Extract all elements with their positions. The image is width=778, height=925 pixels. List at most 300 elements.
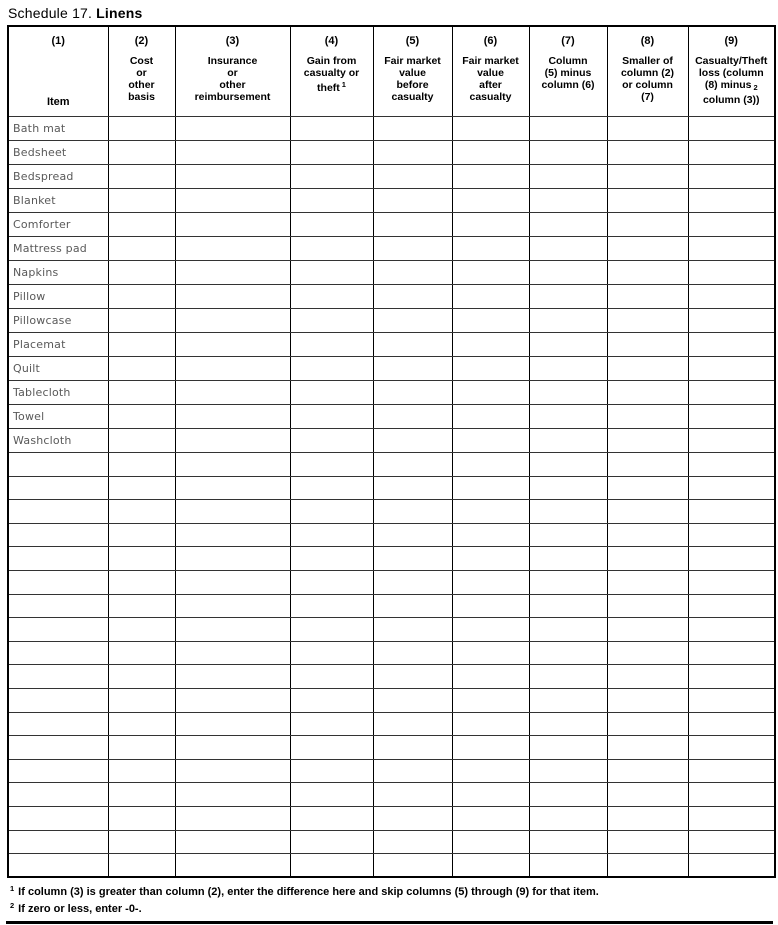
item-name-cell: Mattress pad (8, 237, 108, 261)
footnote-1-text: If column (3) is greater than column (2), enter the difference here and skip columns (5) through (9) for that item. (18, 886, 599, 899)
entry-cell (607, 641, 688, 665)
table-row (8, 117, 775, 141)
entry-cell (688, 357, 775, 381)
item-name-cell: Towel (8, 405, 108, 429)
entry-cell (290, 665, 373, 689)
entry-cell (529, 759, 607, 783)
entry-cell (529, 165, 607, 189)
entry-cell (290, 357, 373, 381)
blank-row (8, 688, 775, 712)
entry-cell (290, 854, 373, 878)
entry-cell (452, 523, 529, 547)
footnote-1 (9, 882, 778, 899)
entry-cell (175, 594, 290, 618)
entry-cell (108, 429, 175, 453)
column-description: Cost or other basis (128, 55, 155, 103)
entry-cell (290, 453, 373, 477)
entry-cell (607, 453, 688, 477)
entry-cell (175, 381, 290, 405)
entry-cell (607, 285, 688, 309)
entry-cell (108, 759, 175, 783)
entry-cell (290, 500, 373, 524)
entry-cell (452, 357, 529, 381)
entry-cell (607, 712, 688, 736)
entry-cell (452, 618, 529, 642)
column-header-4 (290, 26, 373, 117)
entry-cell (688, 476, 775, 500)
entry-cell (688, 736, 775, 760)
table-row (8, 285, 775, 309)
footnote-ref-1: 1 (341, 80, 346, 89)
entry-cell (373, 141, 452, 165)
entry-cell (688, 618, 775, 642)
entry-cell (373, 213, 452, 237)
entry-cell (529, 736, 607, 760)
blank-row (8, 712, 775, 736)
column-description: Casualty/Theft loss (column (8) minus 2 column (3)) (695, 55, 768, 106)
entry-cell (607, 357, 688, 381)
column-number: (5) (405, 35, 420, 47)
entry-cell (290, 309, 373, 333)
entry-cell (452, 381, 529, 405)
table-row (8, 189, 775, 213)
entry-cell (175, 285, 290, 309)
entry-cell (688, 641, 775, 665)
entry-cell (452, 237, 529, 261)
entry-cell (452, 476, 529, 500)
entry-cell (108, 285, 175, 309)
entry-cell (373, 309, 452, 333)
entry-cell (688, 500, 775, 524)
item-name-cell (8, 476, 108, 500)
table-row (8, 357, 775, 381)
entry-cell (452, 405, 529, 429)
blank-row (8, 736, 775, 760)
entry-cell (108, 189, 175, 213)
table-row (8, 237, 775, 261)
entry-cell (373, 830, 452, 854)
column-header-7 (529, 26, 607, 117)
entry-cell (529, 381, 607, 405)
item-name-cell (8, 736, 108, 760)
entry-cell (175, 237, 290, 261)
entry-cell (529, 333, 607, 357)
footnote-2-marker: 2 (10, 901, 15, 911)
blank-row (8, 806, 775, 830)
entry-cell (688, 783, 775, 807)
entry-cell (108, 476, 175, 500)
entry-cell (175, 783, 290, 807)
entry-cell (290, 117, 373, 141)
entry-cell (529, 830, 607, 854)
entry-cell (452, 806, 529, 830)
entry-cell (373, 285, 452, 309)
entry-cell (373, 476, 452, 500)
entry-cell (607, 333, 688, 357)
entry-cell (688, 712, 775, 736)
entry-cell (175, 165, 290, 189)
entry-cell (290, 285, 373, 309)
table-row (8, 381, 775, 405)
entry-cell (607, 429, 688, 453)
entry-cell (607, 806, 688, 830)
column-number: (6) (483, 35, 498, 47)
entry-cell (607, 783, 688, 807)
entry-cell (607, 213, 688, 237)
item-name-cell (8, 594, 108, 618)
entry-cell (688, 333, 775, 357)
entry-cell (607, 405, 688, 429)
entry-cell (108, 405, 175, 429)
entry-cell (529, 688, 607, 712)
entry-cell (529, 429, 607, 453)
entry-cell (108, 854, 175, 878)
entry-cell (529, 854, 607, 878)
entry-cell (607, 165, 688, 189)
item-name-cell: Bedspread (8, 165, 108, 189)
column-description: Fair market value after casualty (462, 55, 519, 103)
entry-cell (373, 736, 452, 760)
entry-cell (452, 165, 529, 189)
entry-cell (452, 500, 529, 524)
blank-row (8, 641, 775, 665)
entry-cell (688, 405, 775, 429)
entry-cell (452, 547, 529, 571)
column-header-5 (373, 26, 452, 117)
item-name-cell: Bath mat (8, 117, 108, 141)
entry-cell (688, 665, 775, 689)
item-name-cell: Tablecloth (8, 381, 108, 405)
entry-cell (290, 736, 373, 760)
column-header-8 (607, 26, 688, 117)
entry-cell (529, 547, 607, 571)
entry-cell (688, 261, 775, 285)
column-header-2 (108, 26, 175, 117)
entry-cell (108, 547, 175, 571)
entry-cell (108, 500, 175, 524)
item-name-cell (8, 783, 108, 807)
blank-row (8, 759, 775, 783)
entry-cell (607, 854, 688, 878)
column-description: Smaller of column (2) or column (7) (620, 55, 675, 103)
schedule-name: Linens (96, 5, 143, 21)
entry-cell (607, 594, 688, 618)
item-name-cell (8, 759, 108, 783)
entry-cell (452, 641, 529, 665)
entry-cell (529, 523, 607, 547)
entry-cell (452, 189, 529, 213)
table-row (8, 213, 775, 237)
entry-cell (452, 213, 529, 237)
item-name-cell: Quilt (8, 357, 108, 381)
column-number: (9) (724, 35, 738, 47)
entry-cell (290, 547, 373, 571)
entry-cell (452, 854, 529, 878)
entry-cell (373, 547, 452, 571)
bottom-rule (6, 921, 773, 924)
footnote-2 (9, 899, 778, 916)
column-description: Gain from casualty or theft 1 (303, 55, 360, 94)
footnote-ref-2: 2 (753, 83, 758, 92)
entry-cell (688, 854, 775, 878)
column-header-1 (8, 26, 108, 117)
entry-cell (529, 641, 607, 665)
entry-cell (290, 806, 373, 830)
entry-cell (108, 141, 175, 165)
entry-cell (290, 237, 373, 261)
entry-cell (373, 712, 452, 736)
column-header-3 (175, 26, 290, 117)
entry-cell (688, 165, 775, 189)
entry-cell (290, 189, 373, 213)
entry-cell (452, 570, 529, 594)
item-name-cell (8, 854, 108, 878)
entry-cell (607, 261, 688, 285)
entry-cell (452, 830, 529, 854)
entry-cell (373, 570, 452, 594)
entry-cell (175, 523, 290, 547)
entry-cell (607, 381, 688, 405)
entry-cell (175, 405, 290, 429)
entry-cell (688, 285, 775, 309)
entry-cell (452, 759, 529, 783)
table-row (8, 309, 775, 333)
entry-cell (452, 594, 529, 618)
entry-cell (373, 261, 452, 285)
entry-cell (688, 309, 775, 333)
entry-cell (452, 117, 529, 141)
entry-cell (607, 570, 688, 594)
entry-cell (373, 453, 452, 477)
entry-cell (688, 429, 775, 453)
entry-cell (607, 189, 688, 213)
entry-cell (108, 806, 175, 830)
entry-cell (175, 688, 290, 712)
entry-cell (373, 165, 452, 189)
blank-row (8, 830, 775, 854)
blank-row (8, 783, 775, 807)
entry-cell (688, 141, 775, 165)
entry-cell (452, 736, 529, 760)
entry-cell (108, 736, 175, 760)
entry-cell (108, 830, 175, 854)
entry-cell (175, 665, 290, 689)
entry-cell (529, 405, 607, 429)
item-name-cell (8, 665, 108, 689)
entry-cell (108, 641, 175, 665)
entry-cell (108, 618, 175, 642)
entry-cell (373, 665, 452, 689)
entry-cell (175, 618, 290, 642)
item-name-cell: Pillowcase (8, 309, 108, 333)
entry-cell (529, 712, 607, 736)
item-name-cell (8, 688, 108, 712)
table-row (8, 333, 775, 357)
entry-cell (688, 189, 775, 213)
entry-cell (373, 523, 452, 547)
entry-cell (108, 237, 175, 261)
entry-cell (529, 285, 607, 309)
column-number: (3) (225, 35, 240, 47)
entry-cell (373, 500, 452, 524)
entry-cell (108, 309, 175, 333)
schedule-number: Schedule 17. (8, 5, 93, 21)
entry-cell (108, 333, 175, 357)
table-row (8, 141, 775, 165)
entry-cell (452, 261, 529, 285)
entry-cell (175, 261, 290, 285)
entry-cell (108, 213, 175, 237)
column-description: Fair market value before casualty (384, 55, 441, 103)
entry-cell (529, 618, 607, 642)
item-name-cell (8, 547, 108, 571)
blank-row (8, 618, 775, 642)
entry-cell (607, 141, 688, 165)
item-name-cell (8, 712, 108, 736)
entry-cell (290, 213, 373, 237)
entry-cell (290, 476, 373, 500)
entry-cell (529, 261, 607, 285)
entry-cell (688, 523, 775, 547)
footnote-2-text: If zero or less, enter -0-. (18, 903, 142, 916)
column-header-9 (688, 26, 775, 117)
blank-row (8, 594, 775, 618)
item-name-cell (8, 830, 108, 854)
entry-cell (290, 688, 373, 712)
entry-cell (108, 594, 175, 618)
entry-cell (452, 783, 529, 807)
entry-cell (175, 806, 290, 830)
entry-cell (290, 261, 373, 285)
entry-cell (452, 309, 529, 333)
entry-cell (607, 237, 688, 261)
entry-cell (529, 806, 607, 830)
entry-cell (108, 165, 175, 189)
entry-cell (688, 688, 775, 712)
entry-cell (108, 665, 175, 689)
footnote-1-marker: 1 (10, 884, 15, 894)
entry-cell (529, 500, 607, 524)
blank-row (8, 500, 775, 524)
entry-cell (108, 688, 175, 712)
entry-cell (290, 712, 373, 736)
entry-cell (688, 806, 775, 830)
entry-cell (175, 476, 290, 500)
entry-cell (373, 759, 452, 783)
entry-cell (688, 237, 775, 261)
entry-cell (373, 405, 452, 429)
item-name-cell (8, 806, 108, 830)
entry-cell (452, 429, 529, 453)
entry-cell (607, 476, 688, 500)
item-name-cell: Bedsheet (8, 141, 108, 165)
entry-cell (175, 830, 290, 854)
blank-row (8, 523, 775, 547)
entry-cell (108, 357, 175, 381)
entry-cell (452, 688, 529, 712)
entry-cell (108, 523, 175, 547)
column-number: (8) (640, 35, 655, 47)
item-name-cell (8, 570, 108, 594)
entry-cell (688, 547, 775, 571)
entry-cell (529, 189, 607, 213)
entry-cell (290, 618, 373, 642)
entry-cell (529, 453, 607, 477)
item-column-label: Item (46, 96, 70, 108)
entry-cell (607, 523, 688, 547)
linens-table (7, 25, 776, 878)
column-description: Insurance or other reimbursement (194, 55, 271, 103)
entry-cell (108, 712, 175, 736)
entry-cell (688, 381, 775, 405)
entry-cell (290, 830, 373, 854)
entry-cell (452, 285, 529, 309)
entry-cell (529, 237, 607, 261)
entry-cell (290, 333, 373, 357)
column-number: (2) (134, 35, 149, 47)
item-name-cell (8, 453, 108, 477)
entry-cell (529, 117, 607, 141)
entry-cell (529, 665, 607, 689)
entry-cell (529, 783, 607, 807)
entry-cell (607, 830, 688, 854)
table-row (8, 165, 775, 189)
table-row (8, 405, 775, 429)
entry-cell (108, 117, 175, 141)
entry-cell (373, 641, 452, 665)
entry-cell (290, 594, 373, 618)
page-title (8, 5, 778, 21)
entry-cell (373, 381, 452, 405)
entry-cell (108, 453, 175, 477)
entry-cell (373, 117, 452, 141)
entry-cell (175, 309, 290, 333)
entry-cell (529, 141, 607, 165)
column-header-6 (452, 26, 529, 117)
entry-cell (688, 213, 775, 237)
entry-cell (373, 237, 452, 261)
entry-cell (607, 117, 688, 141)
entry-cell (373, 333, 452, 357)
entry-cell (290, 141, 373, 165)
entry-cell (529, 594, 607, 618)
entry-cell (175, 333, 290, 357)
blank-row (8, 665, 775, 689)
entry-cell (529, 570, 607, 594)
entry-cell (108, 570, 175, 594)
entry-cell (108, 381, 175, 405)
footnotes (9, 882, 778, 916)
entry-cell (607, 736, 688, 760)
blank-row (8, 547, 775, 571)
entry-cell (373, 594, 452, 618)
entry-cell (175, 189, 290, 213)
entry-cell (607, 688, 688, 712)
blank-row (8, 453, 775, 477)
item-name-cell (8, 523, 108, 547)
entry-cell (290, 641, 373, 665)
entry-cell (373, 806, 452, 830)
entry-cell (108, 783, 175, 807)
entry-cell (175, 712, 290, 736)
entry-cell (452, 141, 529, 165)
entry-cell (607, 665, 688, 689)
entry-cell (373, 618, 452, 642)
entry-cell (607, 547, 688, 571)
table-row (8, 261, 775, 285)
entry-cell (290, 783, 373, 807)
entry-cell (452, 453, 529, 477)
